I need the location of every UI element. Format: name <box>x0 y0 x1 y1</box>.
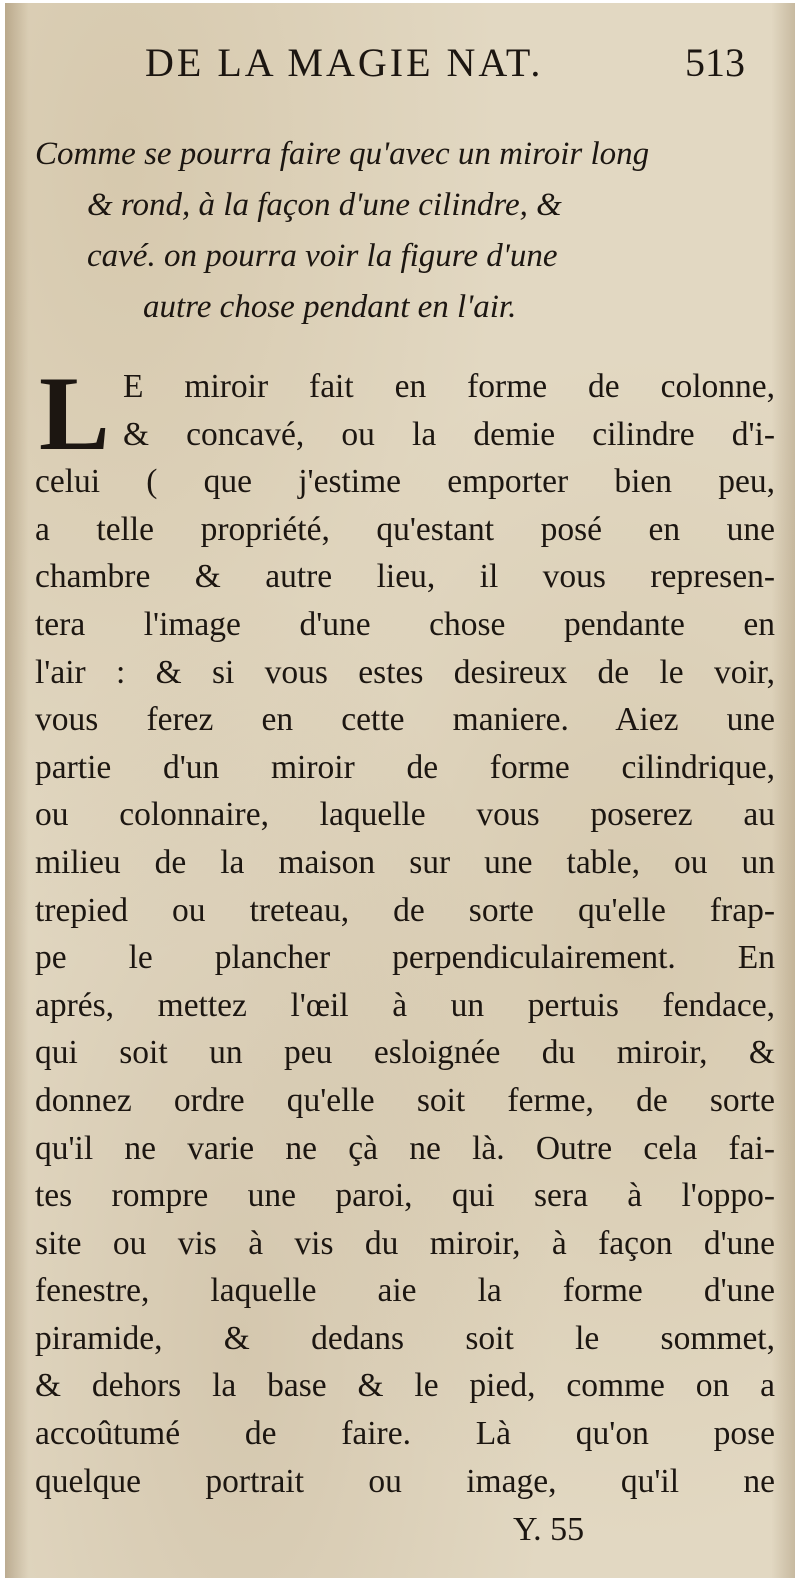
text-line: partie d'un miroir de forme cilindrique, <box>35 748 775 786</box>
text-line: celui ( que j'estime emporter bien peu, <box>35 463 775 501</box>
text-line: vous ferez en cette maniere. Aiez une <box>35 701 775 739</box>
heading-line: Comme se pourra faire qu'avec un miroir long <box>35 136 650 172</box>
text-line: E miroir fait en forme de colonne, <box>123 368 775 405</box>
text-line: qu'il ne varie ne çà ne là. Outre cela fai- <box>35 1129 775 1167</box>
text-line: & dehors la base & le pied, comme on a <box>35 1367 775 1405</box>
text-line: fenestre, laquelle aie la forme d'une <box>35 1272 775 1310</box>
text-line: piramide, & dedans soit le sommet, <box>35 1319 775 1357</box>
text-line: ou colonnaire, laquelle vous poserez au <box>35 796 775 834</box>
page-number: 513 <box>685 40 745 85</box>
text-line: chambre & autre lieu, il vous represen- <box>35 558 775 596</box>
running-head <box>145 31 745 91</box>
text-line: l'air : & si vous estes desireux de le voir, <box>35 653 775 691</box>
text-line: aprés, mettez l'œil à un pertuis fendace, <box>35 986 775 1024</box>
text-line: accoûtumé de faire. Là qu'on pose <box>35 1415 775 1453</box>
book-page <box>5 3 795 1578</box>
body-text <box>35 355 775 1505</box>
text-line: milieu de la maison sur une table, ou un <box>35 843 775 881</box>
text-line: tes rompre une paroi, qui sera à l'oppo- <box>35 1177 775 1215</box>
running-title: DE LA MAGIE NAT. <box>145 40 544 85</box>
heading-line: & rond, à la façon d'une cilindre, & <box>87 187 562 223</box>
text-line: trepied ou treteau, de sorte qu'elle frap- <box>35 891 775 929</box>
signature-mark: Y. 55 <box>513 1511 585 1548</box>
drop-capital: L <box>39 355 110 472</box>
text-line: & concavé, ou la demie cilindre d'i- <box>123 415 775 453</box>
heading-line: autre chose pendant en l'air. <box>143 289 517 325</box>
text-line: a telle propriété, qu'estant posé en une <box>35 510 775 548</box>
text-line: tera l'image d'une chose pendante en <box>35 605 775 643</box>
heading-line: cavé. on pourra voir la figure d'une <box>87 238 558 274</box>
text-line: qui soit un peu esloignée du miroir, & <box>35 1034 775 1072</box>
chapter-heading <box>35 129 775 333</box>
text-line: quelque portrait ou image, qu'il ne <box>35 1462 775 1500</box>
text-line: donnez ordre qu'elle soit ferme, de sorte <box>35 1081 775 1119</box>
text-line: pe le plancher perpendiculairement. En <box>35 939 775 977</box>
text-line: site ou vis à vis du miroir, à façon d'une <box>35 1224 775 1262</box>
